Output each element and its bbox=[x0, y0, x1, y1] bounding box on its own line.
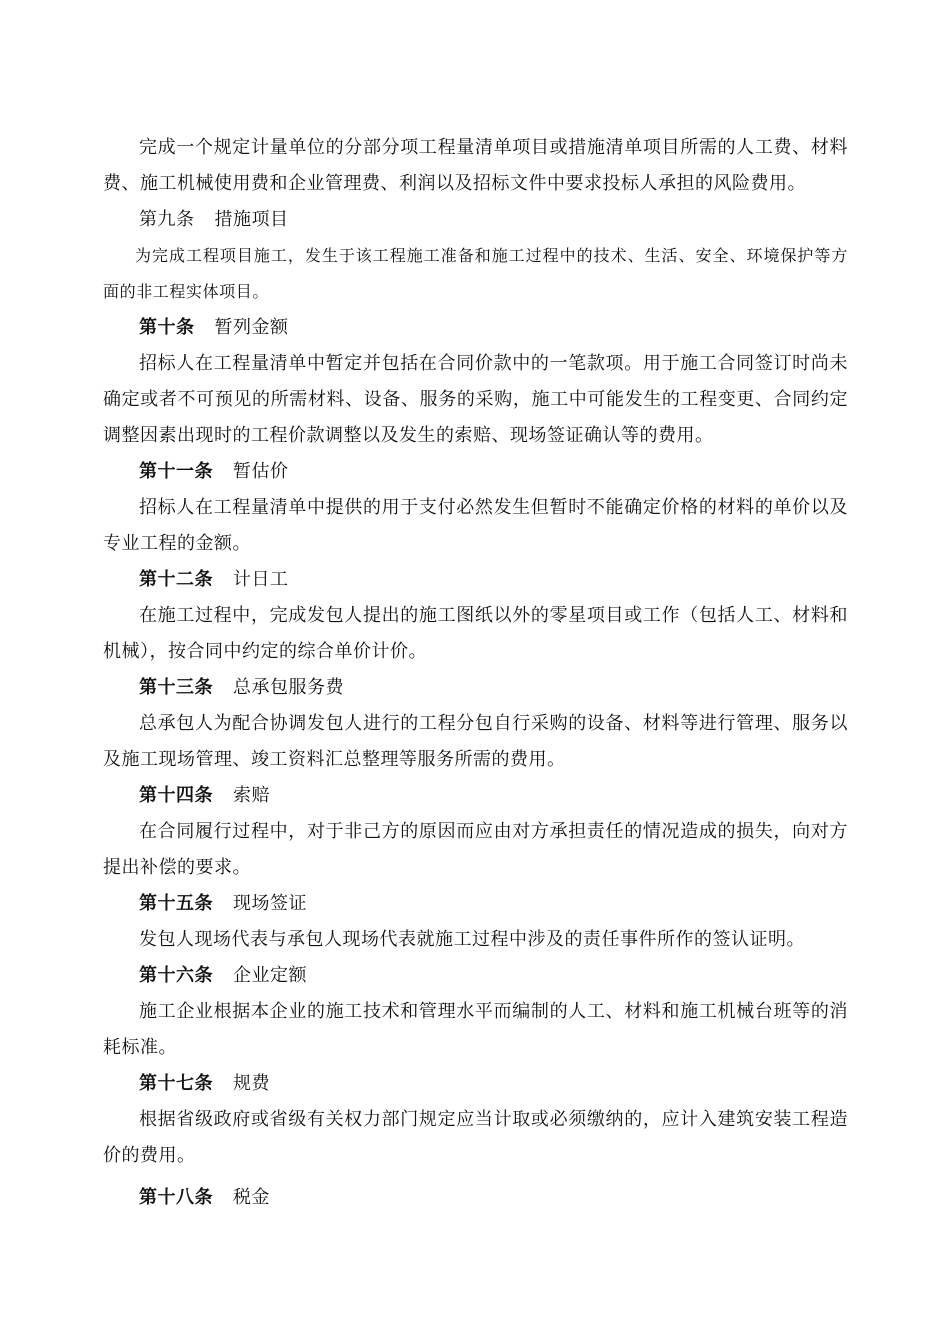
article-11-body: 招标人在工程量清单中提供的用于支付必然发生但暂时不能确定价格的材料的单价以及专业工程的金额。 bbox=[103, 497, 848, 554]
article-18-heading bbox=[103, 1180, 884, 1216]
article-10-heading bbox=[103, 310, 884, 346]
article-12-heading bbox=[103, 562, 884, 598]
article-9-heading bbox=[103, 202, 884, 238]
article-12-number: 第十二条 bbox=[139, 569, 213, 590]
article-16-body: 施工企业根据本企业的施工技术和管理水平而编制的人工、材料和施工机械台班等的消耗标准。 bbox=[103, 1001, 848, 1058]
article-14-title: 索赔 bbox=[233, 785, 270, 806]
article-10-number: 第十条 bbox=[139, 317, 195, 338]
article-9-title: 措施项目 bbox=[214, 209, 289, 230]
article-15-number: 第十五条 bbox=[139, 893, 213, 914]
article-17-number: 第十七条 bbox=[139, 1073, 213, 1094]
article-9-body: 为完成工程项目施工，发生于该工程施工准备和施工过程中的技术、生活、安全、环境保护等方面的非工程实体项目。 bbox=[103, 246, 848, 301]
article-16-number: 第十六条 bbox=[139, 965, 213, 986]
article-14-body: 在合同履行过程中，对于非己方的原因而应由对方承担责任的情况造成的损失，向对方提出补偿的要求。 bbox=[103, 821, 848, 878]
article-17-heading bbox=[103, 1066, 884, 1102]
article-13-heading bbox=[103, 670, 884, 706]
article-13-number: 第十三条 bbox=[139, 677, 213, 698]
article-10-body: 招标人在工程量清单中暂定并包括在合同价款中的一笔款项。用于施工合同签订时尚未确定或者不可预见的所需材料、设备、服务的采购，施工中可能发生的工程变更、合同约定调整因素出现时的工程价款调整以及发生的索赔、现场签证确认等的费用。 bbox=[103, 353, 848, 446]
article-15-body: 发包人现场代表与承包人现场代表就施工过程中涉及的责任事件所作的签认证明。 bbox=[139, 929, 805, 950]
article-14-heading bbox=[103, 778, 884, 814]
article-17-title: 规费 bbox=[233, 1073, 270, 1094]
article-11-number: 第十一条 bbox=[139, 461, 213, 482]
article-15-heading bbox=[103, 886, 884, 922]
article-14-number: 第十四条 bbox=[139, 785, 213, 806]
paragraph-intro: 完成一个规定计量单位的分部分项工程量清单项目或措施清单项目所需的人工费、材料费、施工机械使用费和企业管理费、利润以及招标文件中要求投标人承担的风险费用。 bbox=[103, 137, 848, 194]
article-11-title: 暂估价 bbox=[233, 461, 289, 482]
article-16-heading bbox=[103, 958, 884, 994]
article-9-number: 第九条 bbox=[139, 209, 195, 230]
article-16-title: 企业定额 bbox=[233, 965, 307, 986]
article-12-body: 在施工过程中，完成发包人提出的施工图纸以外的零星项目或工作（包括人工、材料和机械），按合同中约定的综合单价计价。 bbox=[103, 605, 848, 662]
article-17-body: 根据省级政府或省级有关权力部门规定应当计取或必须缴纳的，应计入建筑安装工程造价的费用。 bbox=[103, 1109, 848, 1166]
article-13-title: 总承包服务费 bbox=[233, 677, 344, 698]
article-11-heading bbox=[103, 454, 884, 490]
article-18-number: 第十八条 bbox=[139, 1187, 213, 1208]
article-18-title: 税金 bbox=[233, 1187, 270, 1208]
article-15-title: 现场签证 bbox=[233, 893, 307, 914]
article-10-title: 暂列金额 bbox=[214, 317, 289, 338]
article-13-body: 总承包人为配合协调发包人进行的工程分包自行采购的设备、材料等进行管理、服务以及施工现场管理、竣工资料汇总整理等服务所需的费用。 bbox=[103, 713, 848, 770]
article-12-title: 计日工 bbox=[233, 569, 289, 590]
